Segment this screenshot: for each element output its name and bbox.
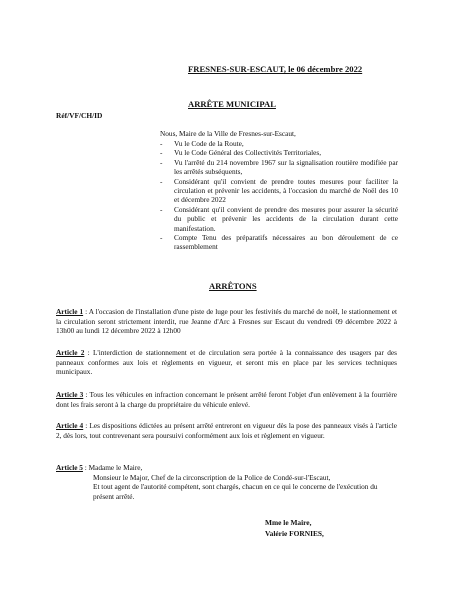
document-title: ARRÊTE MUNICIPAL	[188, 99, 276, 109]
preamble-item: - Vu le Code Général des Collectivités Territoriales,	[160, 148, 398, 157]
preamble-item: - Considérant qu'il convient de prendre toutes mesures pour faciliter la circulation et prévenir les accidents, à l'occasion du marché de Noël des 10 et décembre 2022	[160, 177, 398, 205]
article-3	[56, 390, 397, 409]
article-label: Article 1	[56, 307, 84, 316]
signature-name: Valérie FORNIES,	[265, 529, 324, 538]
article-separator: :	[84, 348, 93, 357]
preamble-item: - Vu le Code de la Route,	[160, 139, 398, 148]
article-text: Madame le Maire,	[88, 463, 143, 472]
article-separator: :	[83, 307, 89, 316]
article-label: Article 2	[56, 348, 85, 357]
article-label: Article 5	[56, 463, 83, 472]
reference-code: Réf/VF/CH/ID	[56, 111, 103, 120]
article-text: Tous les véhicules en infraction concernant le présent arrêté feront l'objet d'un enlèvement à la fourrière dont les frais seront à la charge du propriétaire du véhicule enlevé.	[56, 390, 397, 409]
date-line: FRESNES-SUR-ESCAUT, le 06 décembre 2022	[188, 64, 363, 74]
article-text: A l'occasion de l'installation d'une piste de luge pour les festivités du marché de noël, le stationnement et la circulation seront strictement interdit, rue Jeanne d'Arc à Fresnes sur Escaut du vendredi 09 décembre 2022 à 13h00 au lundi 12 décembre 2022 à 12h00	[56, 307, 397, 336]
article-separator: :	[83, 390, 90, 399]
article-5	[56, 463, 397, 501]
article-line: Et tout agent de l'autorité compétent, sont chargés, chacun en ce qui le concerne de l'exécution du présent arrêté.	[93, 482, 378, 501]
signature-block	[265, 517, 324, 539]
preamble-item: - Considérant qu'il convient de prendre des mesures pour assurer la sécurité du public et prévenir les accidents de la circulation durant cette manifestation.	[160, 205, 398, 233]
article-label: Article 4	[56, 421, 84, 430]
article-separator: :	[82, 463, 89, 472]
article-5-lines	[56, 473, 397, 502]
article-text: L'interdiction de stationnement et de circulation sera portée à la connaissance des usagers par des panneaux conformes aux lois et règlements en vigueur, et seront mis en place par les services techniques municipaux.	[56, 348, 397, 377]
preamble-item: - Compte Tenu des préparatifs nécessaires au bon déroulement de ce rassemblement	[160, 233, 398, 252]
signature-title: Mme le Maire,	[265, 518, 312, 527]
article-label: Article 3	[56, 390, 84, 399]
article-separator: :	[83, 421, 90, 430]
article-4	[56, 421, 397, 440]
preamble-list	[160, 139, 398, 252]
article-1	[56, 307, 397, 336]
article-2	[56, 348, 397, 377]
preamble-intro: Nous, Maire de la Ville de Fresnes-sur-Escaut,	[160, 129, 296, 138]
article-text: Les dispositions édictées au présent arrêté entreront en vigueur dès la pose des panneaux visés à l'article 2, dès lors, tout contrevenant sera poursuivi conformément aux lois et règlement en vigueur.	[56, 421, 397, 440]
article-line: Monsieur le Major, Chef de la circonscription de la Police de Condé-sur-l'Escaut,	[93, 472, 331, 482]
preamble-item: - Vu l'arrêté du 214 novembre 1967 sur la signalisation routière modifiée par les arrêtés subséquents,	[160, 158, 398, 177]
arretons-heading: ARRÊTONS	[209, 281, 257, 291]
